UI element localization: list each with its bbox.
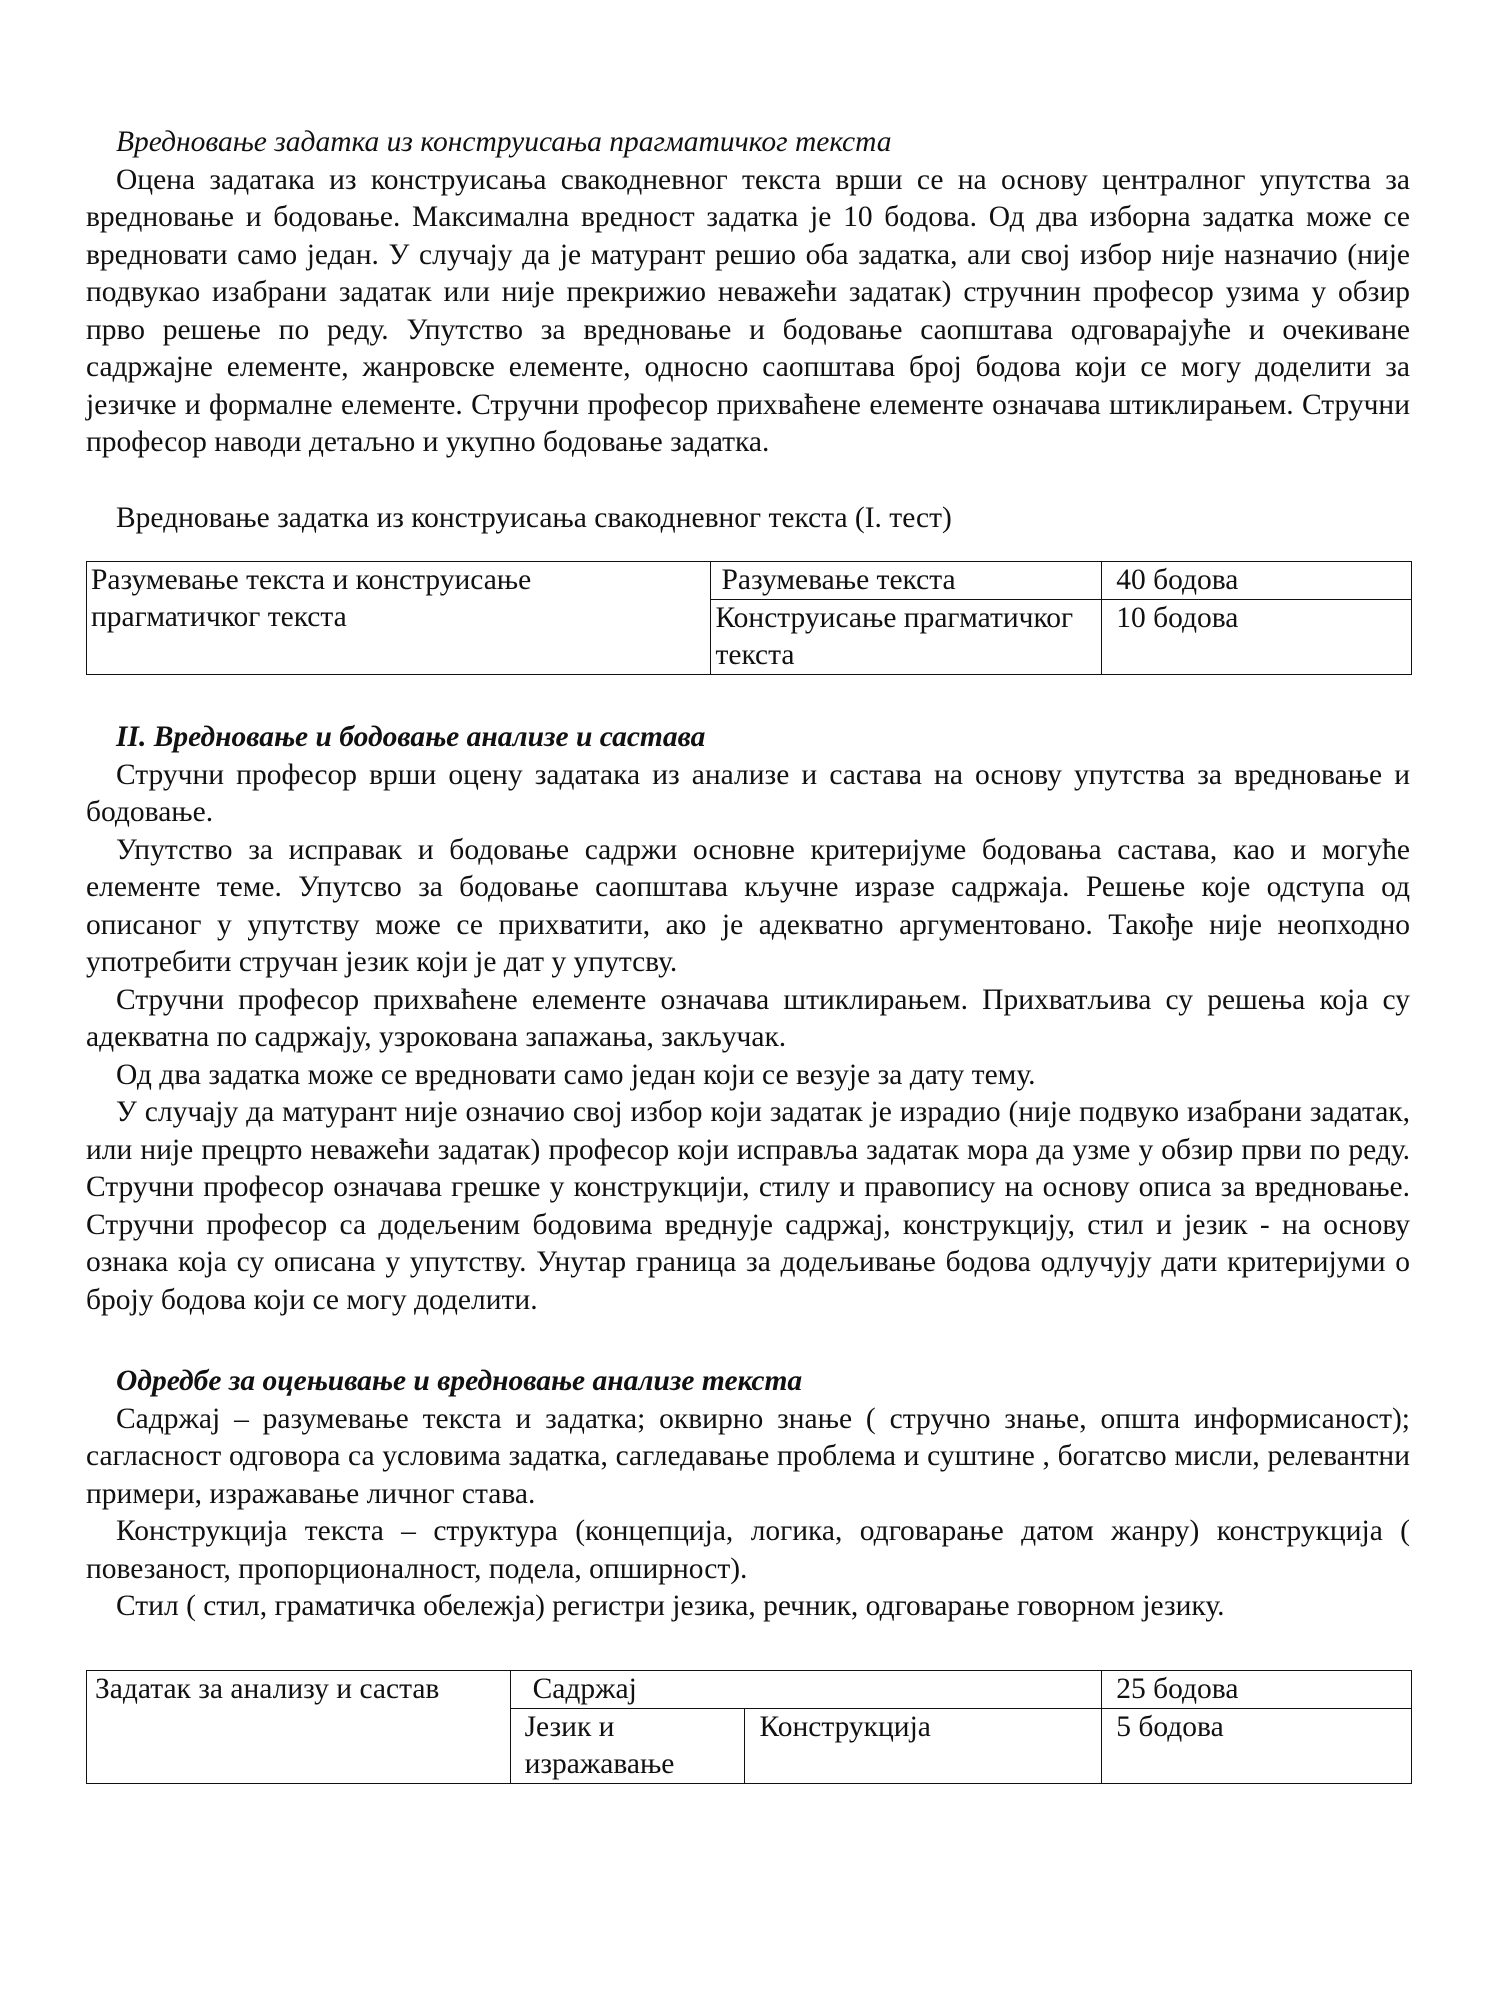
- section1-paragraph: Оцена задатака из конструисања свакодневног текста врши се на основу централног упутства за вредновање и бодовање. Максимална вредност задатка је 10 бодова. Од два изборна задатка може се вредновати само један. У случају да је матурант решио оба задатка, али свој избор није назначио (није подвукао изабрани задатак или није прекрижио неважећи задатак) стручнин професор узима у обзир прво решење по реду. Упутство за вредновање и бодовање саопштава одговарајуће и очекиване садржајне елементе, жанровске елементе, односно саопштава број бодова који се могу доделити за језичке и формалне елементе. Стручни професор прихваћене елементе означава штиклирањем. Стручни професор наводи детаљно и укупно бодовање задатка.: [86, 163, 1410, 458]
- section1-heading: Вредновање задатка из конструисања прагматичког текста: [116, 126, 892, 158]
- table1-item: Разумевање текста: [711, 562, 1102, 600]
- document-page: [86, 124, 1410, 1784]
- section3-heading: Одредбе за оцењивање и вредновање анализе текста: [116, 1365, 803, 1397]
- table2-construction-points: 5 бодова: [1102, 1708, 1412, 1783]
- section2-heading: II. Вредновање и бодовање анализе и састава: [116, 721, 706, 753]
- section2-paragraph: Стручни професор врши оцену задатака из анализе и састава на основу упутства за вредновање и бодовање.: [86, 758, 1410, 828]
- table2-content-points: 25 бодова: [1102, 1670, 1412, 1708]
- section3-paragraph: Конструкција текста – структура (концепција, логика, одговарање датом жанру) конструкција ( повезаност, пропорционалност, подела, опширност).: [86, 1515, 1410, 1585]
- table2-construction-label: Конструкција: [745, 1708, 1102, 1783]
- table1-points: 10 бодова: [1102, 600, 1412, 675]
- section2-paragraph: У случају да матурант није означио свој избор који задатак је израдио (није подвуко изабрани задатак, или није прецрто неважећи задатак) професор који исправља задатак мора да узме у обзир први по реду. Стручни професор означава грешке у конструкцији, стилу и правопису на основу описа за вредновање. Стручни професор са додељеним бодовима вреднује садржај, конструкцију, стил и језик - на основу ознака која су описана у упутству. Унутар граница за додељивање бодова одлучују дати критеријуми о броју бодова који се могу доделити.: [86, 1096, 1410, 1316]
- table1-caption: Вредновање задатка из конструисања свакодневног текста (I. тест): [116, 501, 952, 534]
- table2-content-label: Садржај: [510, 1670, 1102, 1708]
- section2-paragraph: Од два задатка може се вредновати само један који се везује за дату тему.: [116, 1058, 1036, 1091]
- table-analysis-composition: [86, 1670, 1412, 1784]
- section3-paragraph: Стил ( стил, граматичка обележја) регистри језика, речник, одговарање говорном језику.: [116, 1590, 1225, 1622]
- section2-paragraph: Стручни професор прихваћене елементе означава штиклирањем. Прихватљива су решења која су адекватна по садржају, узрокована запажања, закључак.: [86, 983, 1410, 1053]
- table1-row-label: Разумевање текста и конструисање прагматичког текста: [87, 562, 711, 675]
- table-constructing-text: [86, 561, 1412, 675]
- table1-points: 40 бодова: [1102, 562, 1412, 600]
- table1-item: Конструисање прагматичког текста: [711, 600, 1102, 675]
- section2-paragraph: Упутство за исправак и бодовање садржи основне критеријуме бодовања састава, као и могуће елементе теме. Упутсво за бодовање саопштава кључне изразе садржаја. Решење које одступа од описаног у упутству може се прихватити, ако је адекватно аргументовано. Такође није неопходно употребити стручан језик који је дат у упутсву.: [86, 833, 1410, 978]
- table2-row-label: Задатак за анализу и састав: [87, 1670, 511, 1783]
- section3-paragraph: Садржај – разумевање текста и задатка; оквирно знање ( стручно знање, општа информисаност); сагласност одговора са условима задатка, сагледавање проблема и суштине , богатсво мисли, релевантни примери, изражавање личног става.: [86, 1402, 1410, 1510]
- table2-language-label: Језик и изражавање: [510, 1708, 745, 1783]
